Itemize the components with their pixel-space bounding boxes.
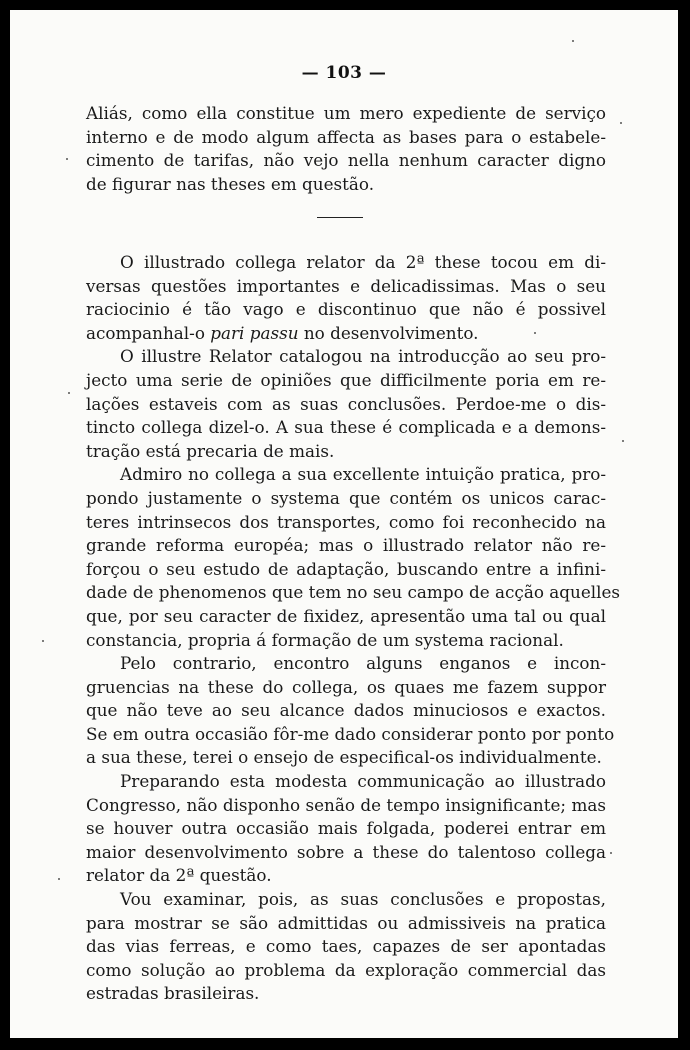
paragraph-closing-previous: [86, 102, 606, 196]
text-line: estradas brasileiras.: [86, 983, 260, 1004]
text-line: Se em outra occasião fôr-me dado considerar ponto por ponto: [86, 723, 615, 744]
text-segment: acompanhal-o: [86, 322, 211, 343]
text-line: Congresso, não disponho senão de tempo insignificante; mas: [86, 794, 606, 815]
text-line: dade de phenomenos que tem no seu campo de acção aquelles: [86, 582, 621, 603]
page-number: — 103 —: [301, 63, 387, 83]
text-line: teres intrinsecos dos transportes, como foi reconhecido na: [86, 511, 606, 532]
text-line: como solução ao problema da exploração commercial das: [86, 959, 606, 980]
text-line: constancia, propria á formação de um systema racional.: [86, 629, 564, 650]
scan-speck: [610, 852, 612, 854]
book-page: [10, 10, 678, 1038]
text-line: Vou examinar, pois, as suas conclusões e propostas,: [120, 889, 606, 910]
section-separator-rule: [317, 217, 363, 218]
text-line: relator da 2ª questão.: [86, 865, 272, 886]
text-line: versas questões importantes e delicadissimas. Mas o seu: [86, 275, 606, 296]
scan-speck: [622, 440, 624, 442]
text-line: interno e de modo algum affecta as bases para o estabele-: [86, 126, 606, 147]
scan-speck: [620, 122, 622, 124]
text-line: das vias ferreas, e como taes, capazes de ser apontadas: [86, 936, 606, 957]
text-line: grande reforma européa; mas o illustrado relator não re-: [86, 535, 606, 556]
text-line: de figurar nas theses em questão.: [86, 173, 375, 194]
scan-speck: [534, 332, 536, 334]
scan-speck: [66, 158, 68, 160]
text-line: a sua these, terei o ensejo de especifical-os individualmente.: [86, 747, 602, 768]
text-line: tração está precaria de mais.: [86, 440, 335, 461]
main-body-text: [86, 251, 621, 1006]
text-line: se houver outra occasião mais folgada, poderei entrar em: [86, 818, 606, 839]
text-line: pondo justamente o systema que contém os unicos carac-: [86, 487, 606, 508]
text-line: para mostrar se são admittidas ou admissiveis na pratica: [86, 912, 606, 933]
text-line: Admiro no collega a sua excellente intuição pratica, pro-: [120, 464, 606, 485]
text-line: forçou o seu estudo de adaptação, buscando entre a infini-: [86, 558, 606, 579]
text-line: Aliás, como ella constitue um mero expediente de serviço: [86, 103, 606, 123]
text-line: [86, 322, 606, 346]
text-line: lações estaveis com as suas conclusões. Perdoe-me o dis-: [86, 393, 606, 414]
text-line: maior desenvolvimento sobre a these do talentoso collega: [86, 841, 606, 862]
text-line: jecto uma serie de opiniões que difficilmente poria em re-: [86, 369, 606, 390]
text-line: cimento de tarifas, não vejo nella nenhum caracter digno: [86, 150, 606, 171]
text-segment: no desenvolvimento.: [298, 322, 479, 343]
text-line: O illustre Relator catalogou na introducção ao seu pro-: [120, 346, 606, 367]
scan-speck: [42, 640, 44, 642]
scan-speck: [58, 878, 60, 880]
italic-latin-phrase: pari passu: [210, 322, 299, 343]
scan-speck: [68, 392, 70, 394]
text-line: raciocinio é tão vago e discontinuo que não é possivel: [86, 299, 606, 320]
text-line: O illustrado collega relator da 2ª these tocou em di-: [120, 252, 606, 272]
text-line: que não teve ao seu alcance dados minuciosos e exactos.: [86, 700, 606, 721]
text-line: gruencias na these do collega, os quaes me fazem suppor: [86, 676, 606, 697]
text-line: tincto collega dizel-o. A sua these é complicada e a demons-: [86, 417, 606, 438]
text-line: que, por seu caracter de fixidez, apresentão uma tal ou qual: [86, 605, 606, 626]
text-line: Pelo contrario, encontro alguns enganos e incon-: [120, 653, 606, 674]
scan-speck: [572, 40, 574, 42]
text-line: Preparando esta modesta communicação ao illustrado: [120, 771, 606, 792]
